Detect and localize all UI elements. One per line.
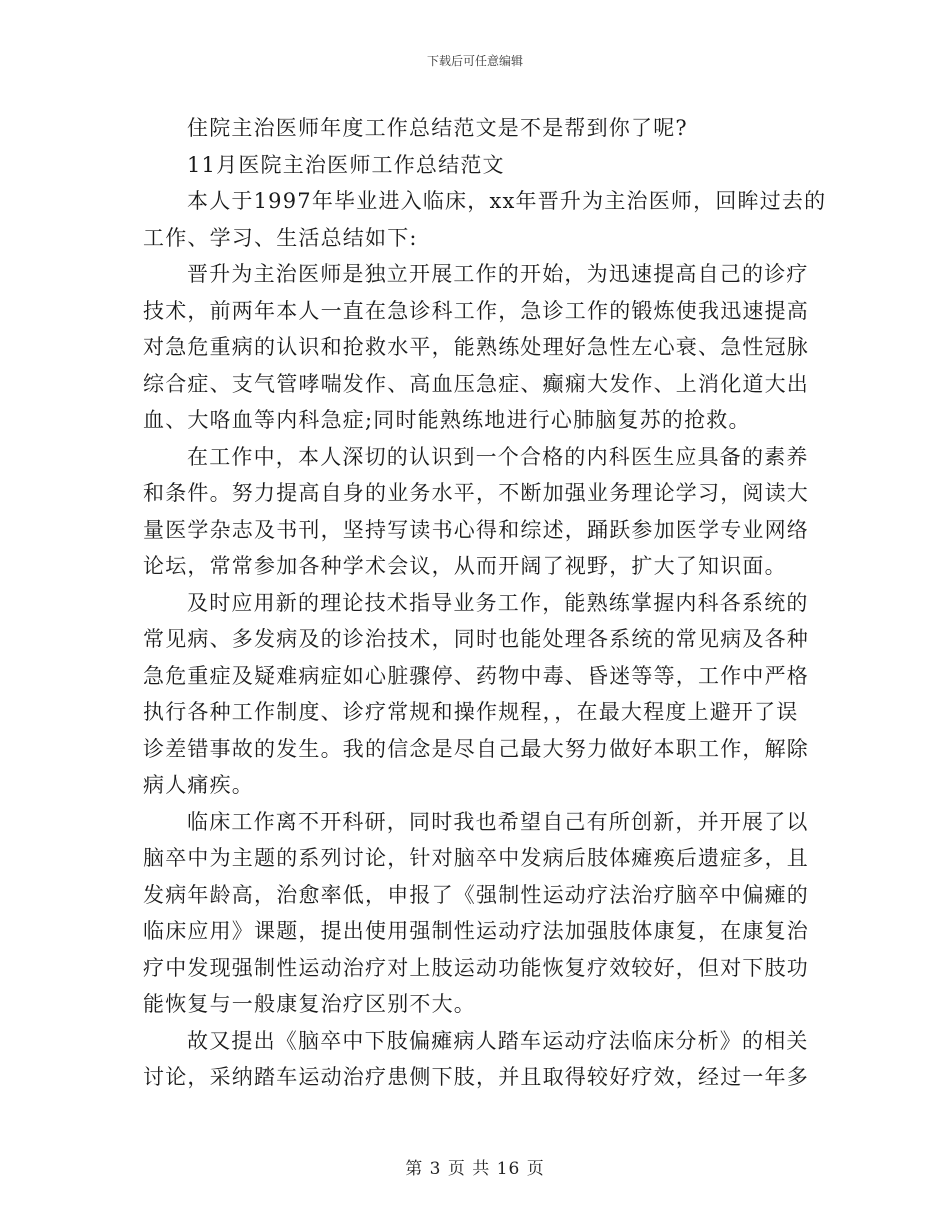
- header-note: 下载后可任意编辑: [426, 54, 523, 68]
- text-line: 故又提出《脑卒中下肢偏瘫病人踏车运动疗法临床分析》的相关: [187, 1028, 809, 1053]
- text-line: 执行各种工作制度、诊疗常规和操作规程，，在最大程度上避开了误: [143, 700, 799, 724]
- text-line: 讨论，采纳踏车运动治疗患侧下肢，并且取得较好疗效，经过一年多: [143, 1065, 809, 1089]
- text-line: 论坛，常常参加各种学术会议，从而开阔了视野，扩大了知识面。: [143, 554, 787, 578]
- text-line: 对急危重病的认识和抢救水平，能熟练处理好急性左心衰、急性冠脉: [143, 335, 809, 359]
- text-line: 病人痛疾。: [143, 773, 254, 797]
- text-line: 诊差错事故的发生。我的信念是尽自己最大努力做好本职工作，解除: [143, 736, 809, 761]
- text-line: 住院主治医师年度工作总结范文是不是帮到你了呢?: [187, 116, 688, 140]
- text-line: 疗中发现强制性运动治疗对上肢运动功能恢复疗效较好，但对下肢功: [143, 955, 809, 980]
- text-line: 11月医院主治医师工作总结范文: [187, 152, 505, 177]
- text-line: 临床工作离不开科研，同时我也希望自己有所创新，并开展了以: [187, 809, 809, 834]
- text-line: 综合症、支气管哮喘发作、高血压急症、癫痫大发作、上消化道大出: [143, 371, 809, 396]
- document-body: [143, 110, 827, 1096]
- text-line: 量医学杂志及书刊，坚持写读书心得和综述，踊跃参加医学专业网络: [143, 517, 809, 542]
- text-line: 本人于1997年毕业进入临床，xx年晋升为主治医师，回眸过去的: [187, 189, 827, 213]
- text-line: 及时应用新的理论技术指导业务工作，能熟练掌握内科各系统的: [187, 590, 809, 615]
- text-line: 在工作中，本人深切的认识到一个合格的内科医生应具备的素养: [187, 444, 809, 469]
- text-line: 工作、学习、生活总结如下:: [143, 225, 418, 250]
- text-line: 能恢复与一般康复治疗区别不大。: [143, 992, 476, 1016]
- text-line: 急危重症及疑难病症如心脏骤停、药物中毒、昏迷等等，工作中严格: [143, 663, 809, 688]
- text-line: 技术，前两年本人一直在急诊科工作，急诊工作的锻炼使我迅速提高: [143, 298, 809, 323]
- text-line: 晋升为主治医师是独立开展工作的开始，为迅速提高自己的诊疗: [187, 262, 809, 286]
- page-number: 第 3 页 共 16 页: [405, 1159, 545, 1179]
- text-line: 血、大咯血等内科急症;同时能熟练地进行心肺脑复苏的抢救。: [143, 408, 751, 432]
- text-line: 和条件。努力提高自身的业务水平，不断加强业务理论学习，阅读大: [143, 481, 809, 505]
- text-line: 发病年龄高，治愈率低，申报了《强制性运动疗法治疗脑卒中偏瘫的: [143, 882, 809, 907]
- text-line: 脑卒中为主题的系列讨论，针对脑卒中发病后肢体瘫痪后遗症多，且: [143, 846, 809, 870]
- text-line: 临床应用》课题，提出使用强制性运动疗法加强肢体康复，在康复治: [143, 919, 809, 943]
- text-line: 常见病、多发病及的诊治技术，同时也能处理各系统的常见病及各种: [143, 627, 809, 651]
